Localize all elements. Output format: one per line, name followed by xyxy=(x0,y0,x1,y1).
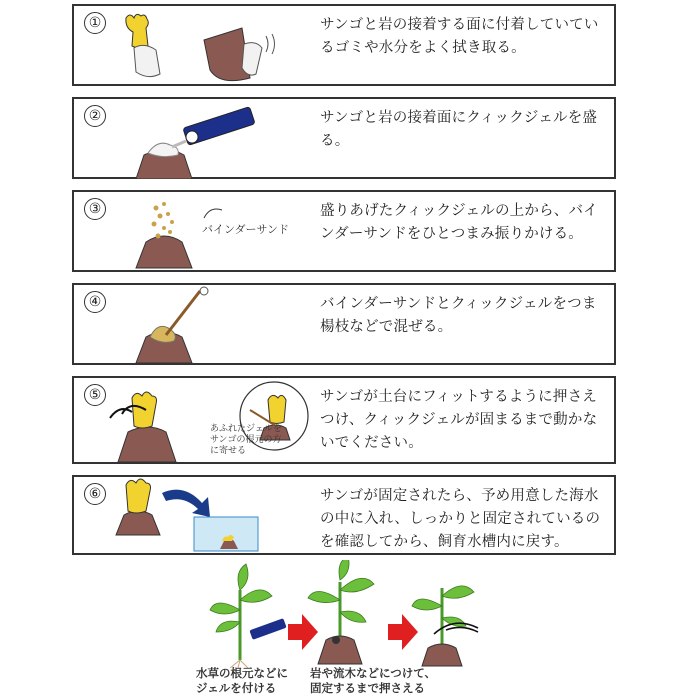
step-1 xyxy=(72,4,616,86)
step-number: ⑥ xyxy=(84,483,106,505)
step-text: サンゴが土台にフィットするように押さえつけ、クィックジェルが固まるまで動かないでください。 xyxy=(320,389,598,451)
step-2 xyxy=(72,97,616,179)
rock-icon xyxy=(136,236,192,268)
step-number: ② xyxy=(84,105,106,127)
step-text: バインダーサンドとクィックジェルをつま楊枝などで混ぜる。 xyxy=(320,296,597,335)
red-arrow-icon xyxy=(388,614,418,650)
cloth-icon xyxy=(134,45,160,76)
rock-icon xyxy=(116,511,160,535)
bottom-caption-right: 岩や流木などにつけて、固定するまで押さえる xyxy=(310,666,437,695)
rock-icon xyxy=(422,644,462,666)
gel-tube-icon xyxy=(172,107,255,147)
gel-tube-icon xyxy=(249,618,286,640)
sand-particles xyxy=(152,202,175,239)
red-arrow-icon xyxy=(288,614,318,650)
step-3 xyxy=(72,190,616,272)
zoom-caption: あふれたジェルをサンゴの根元の方に寄せる xyxy=(210,424,282,456)
step-text: サンゴと岩の接着面にクィックジェルを盛る。 xyxy=(320,110,598,149)
step-6 xyxy=(72,475,616,555)
rock-icon xyxy=(318,636,362,664)
step-text: サンゴと岩の接着する面に付着していているゴミや水分をよく拭き取る。 xyxy=(320,17,599,56)
step-5 xyxy=(72,376,616,464)
step-text: サンゴが固定されたら、予め用意した海水の中に入れ、しっかりと固定されているのを確認してから、飼育水槽内に戻す。 xyxy=(320,488,601,550)
plant-icon xyxy=(412,586,478,666)
step-4 xyxy=(72,283,616,365)
blue-arrow-icon xyxy=(162,490,210,517)
step-2-illustration xyxy=(74,99,314,179)
step-text: 盛りあげたクィックジェルの上から、バインダーサンドをひとつまみ振りかける。 xyxy=(320,203,598,242)
step-number: ⑤ xyxy=(84,384,106,406)
step-number: ④ xyxy=(84,291,106,313)
coral-icon xyxy=(126,14,148,48)
coral-icon xyxy=(268,395,286,423)
step-4-illustration xyxy=(74,285,314,365)
rock-icon xyxy=(118,427,176,462)
plant-attachment-illustration xyxy=(190,560,510,668)
plant-icon xyxy=(308,560,374,664)
cloth-icon xyxy=(242,43,262,75)
step-1-illustration xyxy=(74,6,314,86)
sand-label: バインダーサンド xyxy=(202,223,290,236)
step-6-illustration xyxy=(74,477,314,555)
toothpick-icon xyxy=(166,291,200,335)
bottom-caption-left: 水草の根元などにジェルを付ける xyxy=(196,666,288,695)
step-number: ① xyxy=(84,12,106,34)
pointer-arrow xyxy=(204,209,222,218)
coral-icon xyxy=(126,479,151,513)
plant-icon xyxy=(210,564,272,668)
step-number: ③ xyxy=(84,198,106,220)
